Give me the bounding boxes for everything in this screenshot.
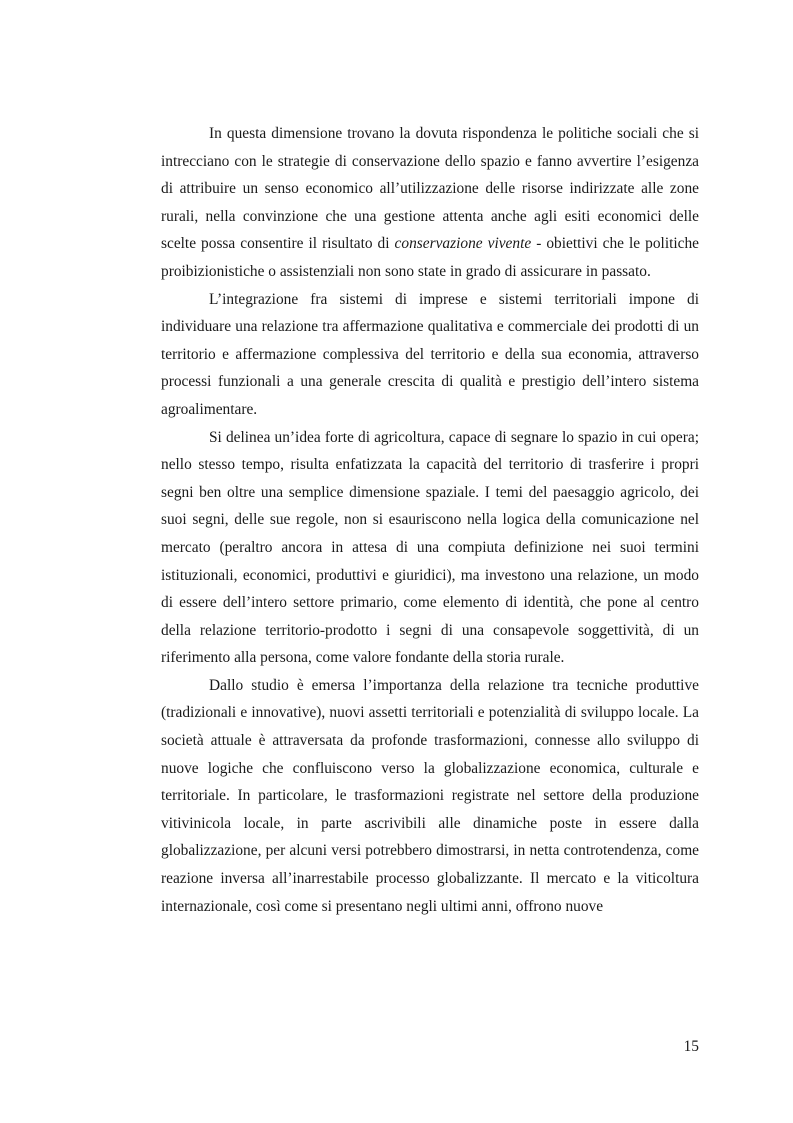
paragraph-1-text-end: - obiettivi che le politiche proibizionistiche o assistenziali non sono state in grado di assicurare in passato. xyxy=(161,235,700,280)
paragraph-1-text-start: In questa dimensione trovano la dovuta rispondenza le politiche sociali che si intrecciano con le strategie di conservazione dello spazio e fanno avvertire l’esigenza di attribuire un senso economico all’utilizzazione delle risorse indirizzate alle zone rurali, nella convinzione che una gestione attenta anche agli esiti economici delle scelte possa consentire il risultato di xyxy=(161,125,699,253)
body-text xyxy=(161,120,699,920)
paragraph-1 xyxy=(161,120,699,286)
paragraph-1-emphasis: conservazione vivente xyxy=(394,235,532,253)
paragraph-2: L’integrazione fra sistemi di imprese e sistemi territoriali impone di individuare una relazione tra affermazione qualitativa e commerciale dei prodotti di un territorio e affermazione complessiva del territorio e della sua economia, attraverso processi funzionali a una generale crescita di qualità e prestigio dell’intero sistema agroalimentare. xyxy=(161,290,699,418)
page-number: 15 xyxy=(683,1038,699,1055)
paragraph-3: Si delinea un’idea forte di agricoltura, capace di segnare lo spazio in cui opera; nello stesso tempo, risulta enfatizzata la capacità del territorio di trasferire i propri segni ben oltre una semplice dimensione spaziale. I temi del paesaggio agricolo, dei suoi segni, delle sue regole, non si esauriscono nella logica della comunicazione nel mercato (peraltro ancora in attesa di una compiuta definizione nei suoi termini istituzionali, economici, produttivi e giuridici), ma investono una relazione, un modo di essere dell’intero settore primario, come elemento di identità, che pone al centro della relazione territorio-prodotto i segni di una consapevole soggettività, di un riferimento alla persona, come valore fondante della storia rurale. xyxy=(161,428,699,667)
paragraph-4: Dallo studio è emersa l’importanza della relazione tra tecniche produttive (tradizionali e innovative), nuovi assetti territoriali e potenzialità di sviluppo locale. La società attuale è attraversata da profonde trasformazioni, connesse allo sviluppo di nuove logiche che confluiscono verso la globalizzazione economica, culturale e territoriale. In particolare, le trasformazioni registrate nel settore della produzione vitivinicola locale, in parte ascrivibili alle dinamiche poste in essere dalla globalizzazione, per alcuni versi potrebbero dimostrarsi, in netta controtendenza, come reazione inversa all’inarrestabile processo globalizzante. Il mercato e la viticoltura internazionale, così come si presentano negli ultimi anni, offrono nuove xyxy=(161,676,699,915)
